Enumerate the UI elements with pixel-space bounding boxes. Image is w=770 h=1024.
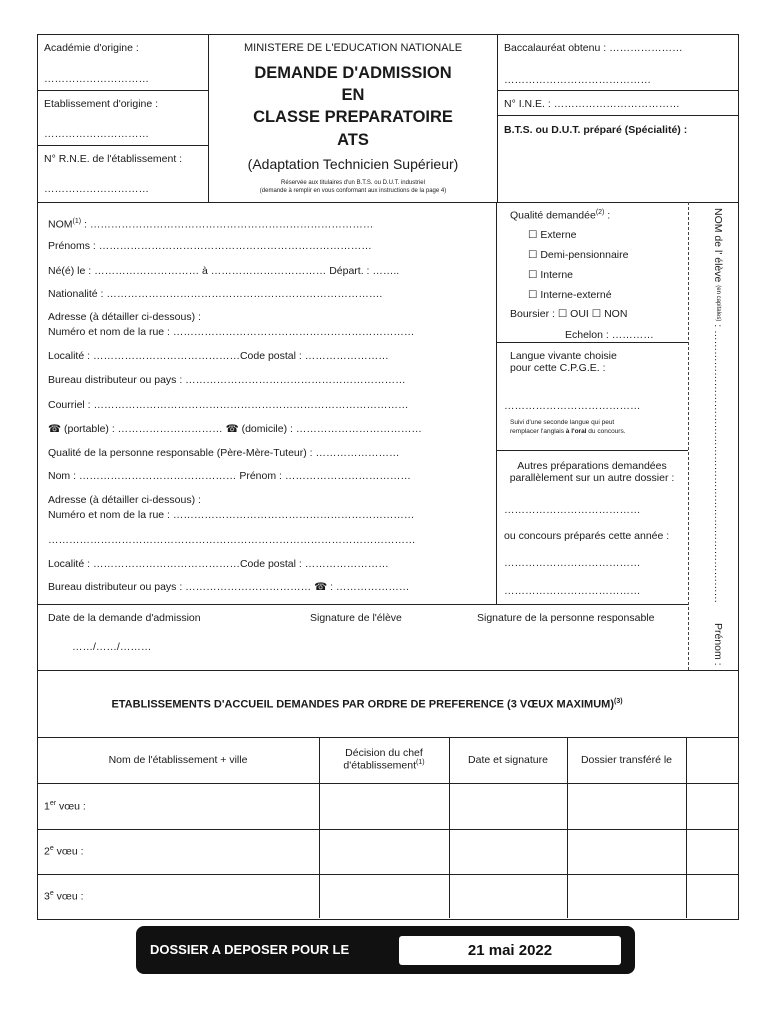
- etablissement-origine-label: Etablissement d'origine :: [44, 98, 159, 110]
- etablissements-title: ETABLISSEMENTS D'ACCUEIL DEMANDES PAR ORDRE DE PREFERENCE (3 VŒUX MAXIMUM)$^{(3)}$: [111, 698, 623, 711]
- right-header-sep2: [497, 115, 739, 116]
- responsable-rue-field[interactable]: Numéro et nom de la rue : ……………………………………………………………: [48, 509, 415, 521]
- etablissement-origine-field[interactable]: …………………………: [44, 128, 149, 140]
- langue-note-2: remplacer l'anglais à l'oral du concours.: [510, 428, 626, 435]
- option-demi-pensionnaire-checkbox[interactable]: ☐ Demi-pensionnaire: [528, 249, 629, 261]
- nom-field[interactable]: NOM$^{(1)}$ : ………………………………………………………………………: [48, 218, 374, 231]
- concours-label: ou concours préparés cette année :: [504, 530, 670, 542]
- autres-field-2[interactable]: …………………………………: [504, 557, 641, 569]
- table-header-bottom: [37, 783, 739, 784]
- boursier-field[interactable]: Boursier : ☐ OUI ☐ NON: [510, 308, 628, 320]
- subtitle: (Adaptation Technicien Supérieur): [247, 156, 459, 172]
- title-line-4: ATS: [337, 131, 369, 149]
- table-top-line: [37, 737, 739, 738]
- autres-field-1[interactable]: …………………………………: [504, 504, 641, 516]
- vertical-prenom: Prénom :: [712, 623, 724, 666]
- right-header-sep1: [497, 90, 739, 91]
- table-row-2-bottom: [37, 874, 739, 875]
- date-demande-label: Date de la demande d'admission: [48, 612, 201, 624]
- header-bottom-line: [37, 202, 739, 203]
- academie-origine-field[interactable]: …………………………: [44, 73, 149, 85]
- col-decision-header-2: d'établissement$^{(1)}$: [343, 759, 425, 772]
- nationalite-field[interactable]: Nationalité : …………………………………………………………………….: [48, 288, 383, 300]
- table-row-1-bottom: [37, 829, 739, 830]
- option-interne-checkbox[interactable]: ☐ Interne: [528, 269, 574, 281]
- date-demande-field[interactable]: ……/……/………: [72, 641, 152, 653]
- prenoms-field[interactable]: Prénoms : ……………………………………………………………………: [48, 240, 372, 252]
- responsable-bureau-field[interactable]: Bureau distributeur ou pays : ……………………………… ☎ : …………………: [48, 581, 410, 593]
- bts-label: B.T.S. ou D.U.T. préparé (Spécialité) :: [504, 124, 688, 136]
- bac-field[interactable]: Baccalauréat obtenu : …………………: [504, 42, 683, 54]
- col-etablissement-header: Nom de l'établissement + ville: [108, 754, 248, 766]
- signature-responsable-label: Signature de la personne responsable: [477, 612, 655, 624]
- reservation-note-1: Réservée aux titulaires d'un B.T.S. ou D.U.T. industriel: [281, 180, 425, 186]
- rue-field[interactable]: Numéro et nom de la rue : ……………………………………………………………: [48, 326, 415, 338]
- deadline-date: 21 mai 2022: [467, 942, 553, 959]
- voeu-3-label: 3e vœu :: [44, 890, 84, 903]
- autres-title-2: parallèlement sur un autre dossier :: [509, 472, 675, 484]
- langue-title-2: pour cette C.P.G.E. :: [510, 362, 606, 374]
- option-externe-checkbox[interactable]: ☐ Externe: [528, 229, 577, 241]
- responsable-rue-line2[interactable]: ……………………………………………………………………………………………: [48, 534, 416, 546]
- langue-note-1: Suivi d'une seconde langue qui peut: [510, 419, 615, 426]
- option-interne-externe-checkbox[interactable]: ☐ Interne-externé: [528, 289, 612, 301]
- academie-origine-label: Académie d'origine :: [44, 42, 139, 54]
- responsable-nom-field[interactable]: Nom : ……………………………………… Prénom : ………………………………: [48, 470, 411, 482]
- signature-eleve-label: Signature de l'élève: [310, 612, 402, 624]
- col-date-header: Date et signature: [468, 754, 548, 766]
- responsable-adresse-label: Adresse (à détailler ci-dessous) :: [48, 494, 201, 506]
- rne-field[interactable]: …………………………: [44, 183, 149, 195]
- voeu-1-label: 1er vœu :: [44, 800, 86, 813]
- reservation-note-2: (demande à remplir en vous conformant aux instructions de la page 4): [259, 188, 447, 194]
- bac-dots[interactable]: ……………………………………: [504, 74, 651, 86]
- langue-bottom-line: [496, 450, 688, 451]
- deadline-label: DOSSIER A DEPOSER POUR LE: [150, 942, 350, 957]
- courriel-field[interactable]: Courriel : ………………………………………………………………………………: [48, 399, 409, 411]
- responsable-localite-field[interactable]: Localité : ……………………………………Code postal : ……………………: [48, 558, 389, 570]
- title-line-1: DEMANDE D'ADMISSION: [254, 64, 452, 82]
- bureau-field[interactable]: Bureau distributeur ou pays : ………………………………………………………: [48, 374, 406, 386]
- middle-divider: [496, 202, 497, 604]
- langue-title-1: Langue vivante choisie: [510, 350, 617, 362]
- qualite-bottom-line: [496, 342, 688, 343]
- qualite-demandee-title: Qualité demandée$^{(2)}$ :: [510, 209, 611, 222]
- vertical-strip-divider: [688, 202, 689, 670]
- signature-bottom-line: [37, 670, 739, 671]
- ministere-heading: MINISTERE DE L'EDUCATION NATIONALE: [243, 42, 463, 54]
- vertical-nom-eleve: NOM de l' élève (en capitales) : ……………………………………………………………………: [712, 208, 724, 604]
- col-decision-header-1: Décision du chef: [345, 747, 423, 759]
- adresse-label: Adresse (à détailler ci-dessous) :: [48, 311, 201, 323]
- left-header-sep1: [37, 90, 208, 91]
- col-dossier-header: Dossier transféré le: [580, 754, 673, 766]
- echelon-field[interactable]: Echelon : …………: [565, 329, 654, 341]
- localite-field[interactable]: Localité : ……………………………………Code postal : ……………………: [48, 350, 389, 362]
- section-separator: [37, 604, 688, 605]
- table-col-4-divider: [686, 737, 687, 918]
- naissance-field[interactable]: Né(é) le : ………………………… à …………………………… Départ. : ……..: [48, 265, 400, 277]
- voeu-2-label: 2e vœu :: [44, 845, 84, 858]
- langue-field[interactable]: …………………………………: [504, 400, 641, 412]
- deadline-date-box: [399, 936, 621, 965]
- qualite-responsable-field[interactable]: Qualité de la personne responsable (Père-Mère-Tuteur) : ……………………: [48, 447, 400, 459]
- ine-field[interactable]: N° I.N.E. : ………………………………: [504, 98, 680, 110]
- title-line-2: EN: [341, 86, 365, 104]
- rne-label: N° R.N.E. de l'établissement :: [44, 153, 183, 165]
- left-header-sep2: [37, 145, 208, 146]
- telephone-field[interactable]: ☎ (portable) : ………………………… ☎ (domicile) : ………………………………: [48, 423, 422, 435]
- autres-title-1: Autres préparations demandées: [517, 460, 667, 472]
- title-line-3: CLASSE PREPARATOIRE: [253, 108, 453, 126]
- autres-field-3[interactable]: …………………………………: [504, 585, 641, 597]
